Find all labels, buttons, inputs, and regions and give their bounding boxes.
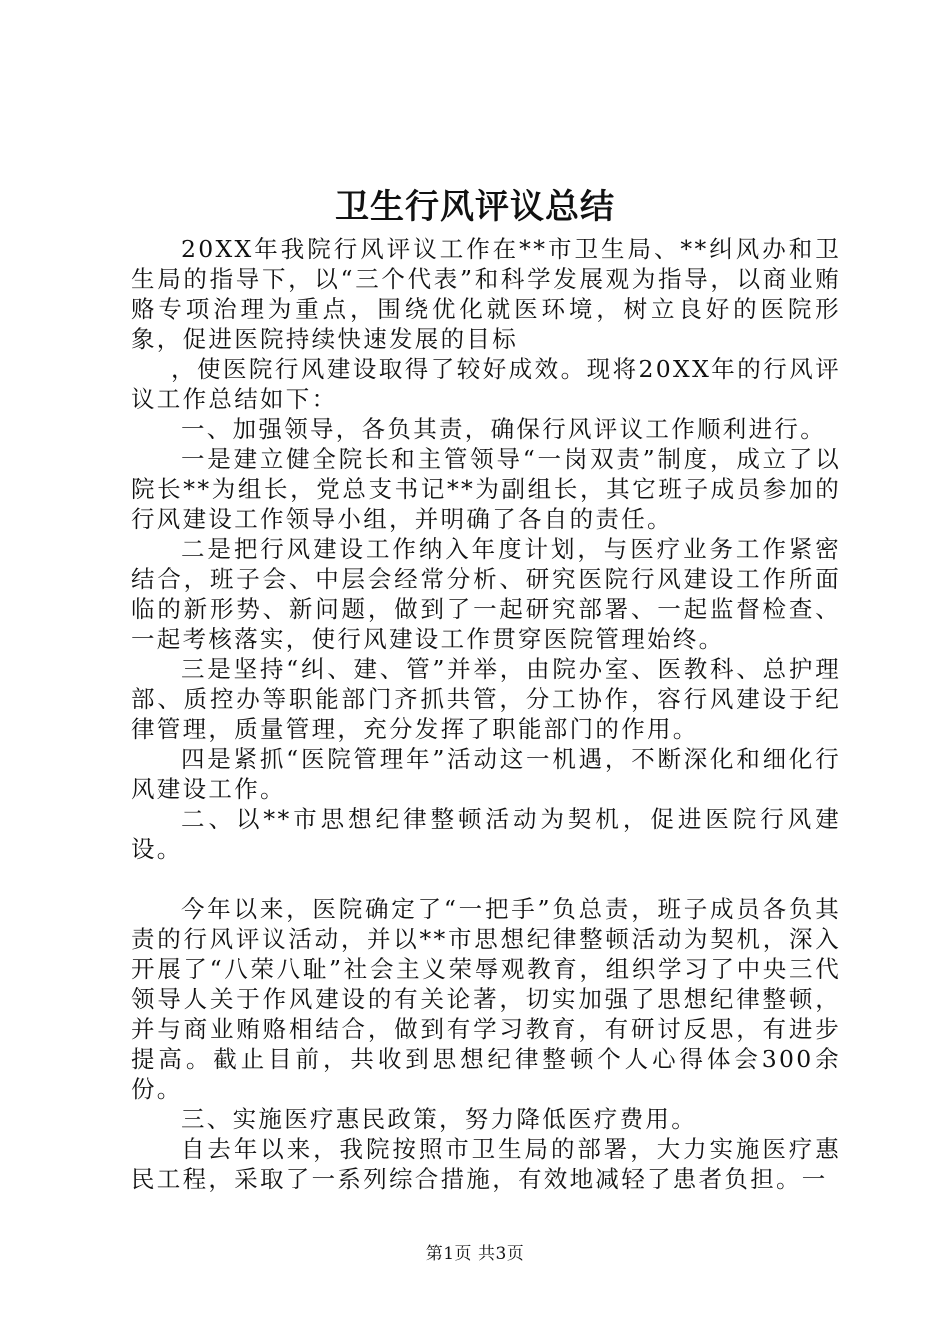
paragraph: 四是紧抓“医院管理年”活动这一机遇，不断深化和细化行风建设工作。 <box>131 745 841 803</box>
paragraph: 20XX年我院行风评议工作在**市卫生局、**纠风办和卫生局的指导下，以“三个代表”和科学发展观为指导，以商业贿赂专项治理为重点，围绕优化就医环境，树立良好的医院形象，促进医院持续快速发展的目标 <box>131 235 841 353</box>
document-title: 卫生行风评议总结 <box>335 187 615 227</box>
section-heading: 一、加强领导，各负其责，确保行风评议工作顺利进行。 <box>181 415 826 443</box>
paragraph: 今年以来，医院确定了“一把手”负总责，班子成员各负其责的行风评议活动，并以**市思想纪律整顿活动为契机，深入开展了“八荣八耻”社会主义荣辱观教育，组织学习了中央三代领导人关于作风建设的有关论著，切实加强了思想纪律整顿，并与商业贿赂相结合，做到有学习教育，有研讨反思，有进步提高。截止目前，共收到思想纪律整顿个人心得体会300余份。 <box>131 895 841 1103</box>
paragraph: 二是把行风建设工作纳入年度计划，与医疗业务工作紧密结合，班子会、中层会经常分析、研究医院行风建设工作所面临的新形势、新问题，做到了一起研究部署、一起监督检查、一起考核落实，使行风建设工作贯穿医院管理始终。 <box>131 535 841 653</box>
page-number-footer: 第1页 共3页 <box>425 1244 525 1264</box>
paragraph: 自去年以来，我院按照市卫生局的部署，大力实施医疗惠民工程，采取了一系列综合措施，有效地减轻了患者负担。一 <box>131 1135 841 1193</box>
paragraph: 一是建立健全院长和主管领导“一岗双责”制度，成立了以院长**为组长，党总支书记**为副组长，其它班子成员参加的行风建设工作领导小组，并明确了各自的责任。 <box>131 445 841 533</box>
paragraph: 三是坚持“纠、建、管”并举，由院办室、医教科、总护理部、质控办等职能部门齐抓共管，分工协作，容行风建设于纪律管理，质量管理，充分发挥了职能部门的作用。 <box>131 655 841 743</box>
paragraph: ，使医院行风建设取得了较好成效。现将20XX年的行风评议工作总结如下： <box>131 355 841 413</box>
section-heading: 三、实施医疗惠民政策，努力降低医疗费用。 <box>181 1105 697 1133</box>
section-heading: 二、以**市思想纪律整顿活动为契机，促进医院行风建设。 <box>131 805 841 863</box>
document-body <box>131 234 841 1194</box>
